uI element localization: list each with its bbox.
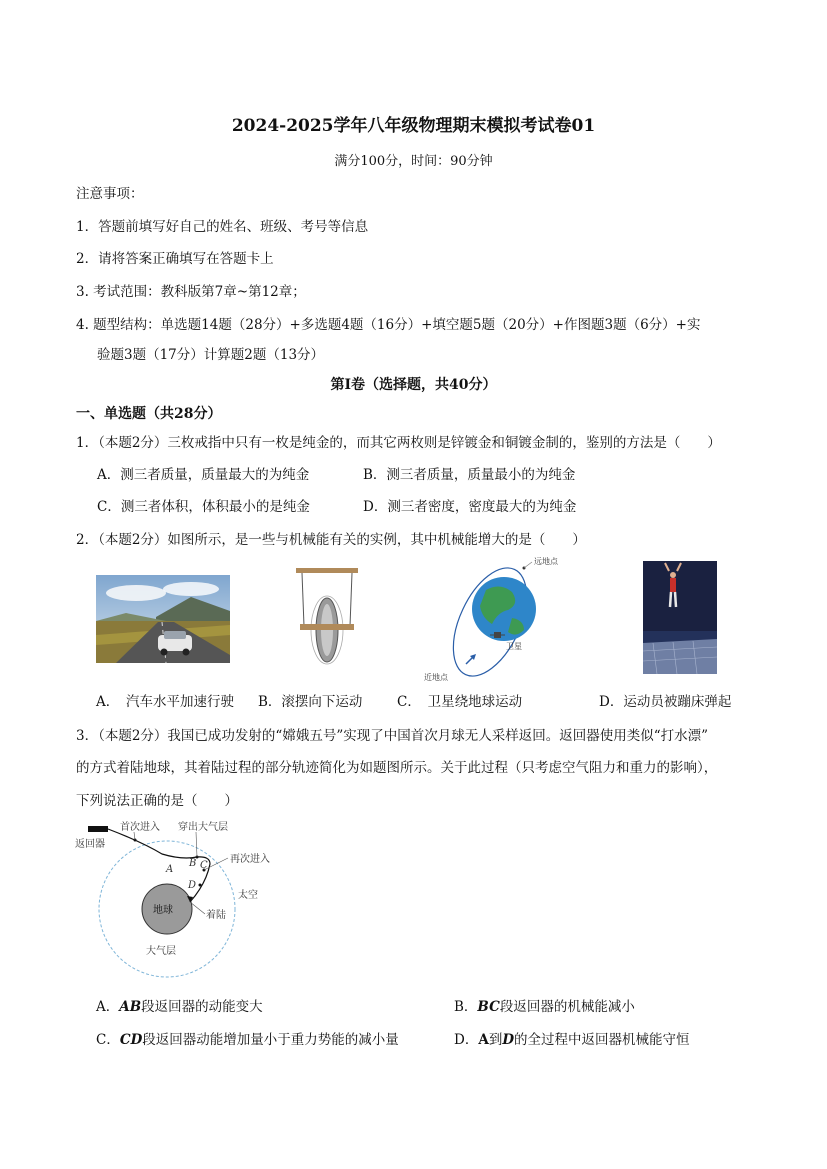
notice-item-1: 1．答题前填写好自己的姓名、班级、考号等信息 bbox=[76, 219, 369, 235]
section-title: 第Ⅰ卷（选择题，共40分） bbox=[330, 377, 497, 393]
atmosphere-label: 大气层 bbox=[146, 946, 176, 957]
q3-option-c: C．CD段返回器动能增加量小于重力势能的减小量 bbox=[96, 1032, 399, 1048]
landing-label: 着陆 bbox=[206, 910, 226, 921]
car-photo bbox=[96, 575, 230, 663]
notice-item-3: 3. 考试范围：教科版第7章~第12章； bbox=[76, 284, 306, 300]
q1-option-c: C．测三者体积，体积最小的是纯金 bbox=[97, 499, 310, 515]
q1-option-b: B．测三者质量，质量最小的为纯金 bbox=[363, 467, 576, 483]
q2-option-c: C． 卫星绕地球运动 bbox=[397, 694, 523, 710]
page-title: 2024-2025学年八年级物理期末模拟考试卷01 bbox=[231, 116, 596, 136]
part-title: 一、单选题（共28分） bbox=[76, 406, 222, 422]
satellite-label: 卫星 bbox=[506, 642, 522, 651]
q3-option-d: D．A到D的全过程中返回器机械能守恒 bbox=[454, 1032, 690, 1048]
near-point-label: 近地点 bbox=[424, 673, 448, 682]
q3-stem-line-3: 下列说法正确的是（ ） bbox=[76, 793, 238, 809]
q2-option-b: B．滚摆向下运动 bbox=[258, 694, 363, 710]
q3-option-a: A．AB段返回器的动能变大 bbox=[96, 999, 263, 1015]
notice-heading: 注意事项： bbox=[76, 186, 144, 202]
earth-label: 地球 bbox=[153, 905, 173, 916]
q1-stem: 1．（本题2分）三枚戒指中只有一枚是纯金的，而其它两枚则是锌镀金和铜镀金制的，鉴别的方法是（ ） bbox=[76, 435, 721, 451]
q3-stem-line-1: 3．（本题2分）我国已成功发射的“嫦娥五号”实现了中国首次月球无人采样返回。返回器使用类似“打水漂” bbox=[76, 728, 709, 744]
q2-option-a: A． 汽车水平加速行驶 bbox=[96, 694, 234, 710]
point-a-label: A bbox=[166, 864, 174, 875]
q1-option-d: D．测三者密度，密度最大的为纯金 bbox=[363, 499, 577, 515]
reentry-trajectory-figure bbox=[72, 812, 292, 984]
exit-atmosphere-label: 穿出大气层 bbox=[178, 822, 228, 833]
rolling-pendulum-figure bbox=[292, 566, 362, 672]
q2-stem: 2．（本题2分）如图所示，是一些与机械能有关的实例，其中机械能增大的是（ ） bbox=[76, 532, 586, 548]
point-b-label: B bbox=[189, 858, 197, 869]
trampoline-photo bbox=[643, 561, 717, 674]
notice-item-4-cont: 验题3题（17分）计算题2题（13分） bbox=[97, 347, 325, 363]
notice-item-4: 4. 题型结构：单选题14题（28分）+多选题4题（16分）+填空题5题（20分）+作图题3题（6分）+实 bbox=[76, 317, 701, 333]
far-point-label: 远地点 bbox=[534, 557, 558, 566]
point-d-label: D bbox=[188, 880, 197, 891]
point-c-label: C bbox=[200, 860, 208, 871]
q2-option-d: D．运动员被蹦床弹起 bbox=[599, 694, 732, 710]
capsule-label: 返回器 bbox=[75, 839, 105, 850]
q3-option-b: B．BC段返回器的机械能减小 bbox=[454, 999, 635, 1015]
q1-option-a: A．测三者质量，质量最大的为纯金 bbox=[97, 467, 310, 483]
satellite-orbit-figure bbox=[420, 552, 560, 684]
q3-stem-line-2: 的方式着陆地球，其着陆过程的部分轨迹简化为如题图所示。关于此过程（只考虑空气阻力和重力的影响）， bbox=[76, 760, 718, 776]
first-entry-label: 首次进入 bbox=[120, 822, 160, 833]
reentry-label: 再次进入 bbox=[230, 854, 270, 865]
page-subtitle: 满分100分，时间：90分钟 bbox=[334, 154, 493, 169]
notice-item-2: 2．请将答案正确填写在答题卡上 bbox=[76, 251, 274, 267]
space-label: 太空 bbox=[238, 890, 258, 901]
